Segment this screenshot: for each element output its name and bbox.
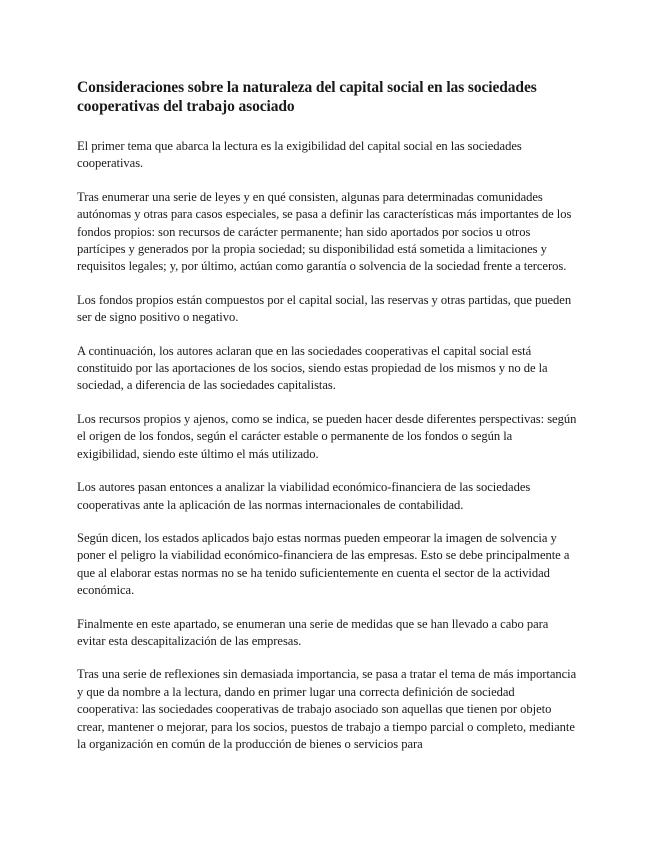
paragraph: Finalmente en este apartado, se enumeran una serie de medidas que se han llevado a cabo para evitar esta descapitalización de las empresas. [77, 616, 549, 648]
paragraph: El primer tema que abarca la lectura es la exigibilidad del capital social en las sociedades cooperativas. [77, 139, 522, 171]
paragraph: Tras enumerar una serie de leyes y en qué consisten, algunas para determinadas comunidades autónomas y otras para casos especiales, se pasa a definir las características más importantes de los fondos propios: son recursos de carácter permanente; han sido aportados por socios u otros partícipes y generados por la propia sociedad; su disponibilidad está sometida a limitaciones y requisitos legales; y, por último, actúan como garantía o solvencia de la sociedad frente a terceros. [77, 189, 572, 274]
paragraph: Los fondos propios están compuestos por el capital social, las reservas y otras partidas, que pueden ser de signo positivo o negativo. [77, 292, 572, 325]
paragraph: A continuación, los autores aclaran que en las sociedades cooperativas el capital social está constituido por las aportaciones de los socios, siendo estas propiedad de los mismos y no de la sociedad, a diferencia de las sociedades capitalistas. [77, 343, 548, 393]
paragraph: Tras una serie de reflexiones sin demasiada importancia, se pasa a tratar el tema de más importancia y que da nombre a la lectura, dando en primer lugar una correcta definición de sociedad cooperativa: las sociedades cooperativas de trabajo asociado son aquellas que tienen por objeto crear, mantener o mejorar, para los socios, puestos de trabajo a tiempo parcial o completo, mediante la organización en común de la producción de bienes o servicios para [77, 667, 577, 751]
paragraph: Los recursos propios y ajenos, como se indica, se pueden hacer desde diferentes perspectivas: según el origen de los fondos, según el carácter estable o permanente de los fondos o según la exigibilidad, siendo este último el más utilizado. [77, 411, 577, 461]
document-body [77, 78, 577, 769]
paragraph: Según dicen, los estados aplicados bajo estas normas pueden empeorar la imagen de solvencia y poner el peligro la viabilidad económico-financiera de las empresas. Esto se debe principalmente a que al elaborar estas normas no se ha tenido suficientemente en cuenta el sector de la actividad económica. [77, 530, 570, 598]
paragraph: Los autores pasan entonces a analizar la viabilidad económico-financiera de las sociedades cooperativas ante la aplicación de las normas internacionales de contabilidad. [77, 480, 531, 512]
document-title: Consideraciones sobre la naturaleza del capital social en las sociedades cooperativas del trabajo asociado [77, 79, 537, 115]
